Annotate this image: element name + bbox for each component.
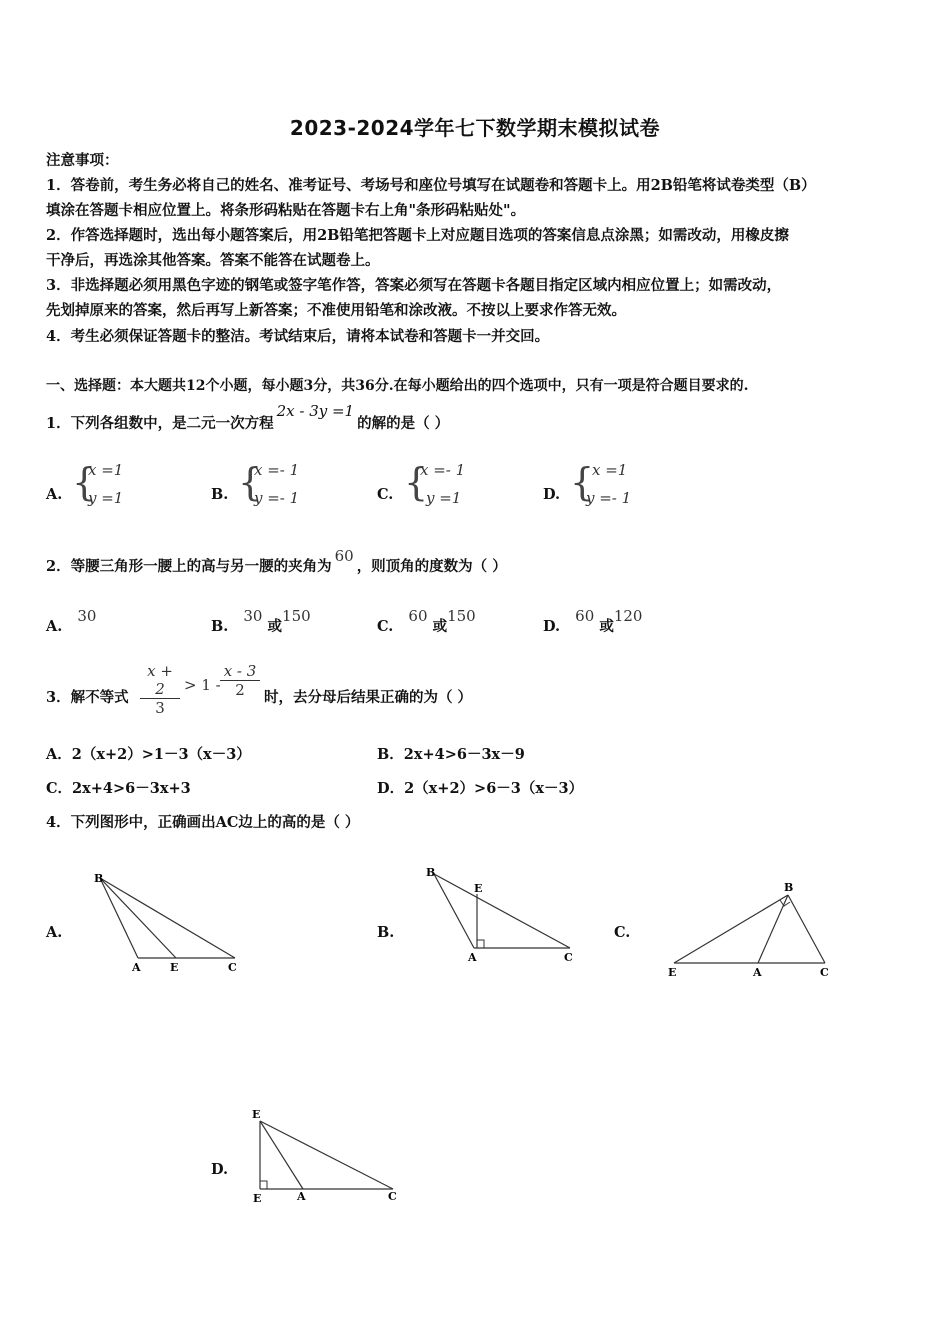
notice-heading: 注意事项： [46, 152, 119, 169]
section-heading: 一、选择题：本大题共12个小题，每小题3分，共36分.在每小题给出的四个选项中，只有一项是符合题目要求的. [46, 378, 749, 394]
brace-icon: { [72, 460, 97, 504]
point-c-label: C [228, 961, 237, 974]
line-bc [788, 895, 825, 963]
line-eb [674, 895, 788, 963]
right-angle-icon [477, 940, 484, 948]
point-a-label: A [297, 1190, 306, 1203]
q4-option-d-label: D. [211, 1161, 229, 1178]
point-c-label: C [388, 1190, 397, 1203]
q3-frac1-denominator: 3 [155, 699, 165, 717]
q2-option-label: B. [211, 618, 229, 635]
figure-b [420, 860, 585, 970]
q2-option [377, 607, 476, 637]
q2-option-a-value: 30 [77, 607, 97, 625]
brace-icon: { [404, 460, 429, 504]
q2-stem-text: 2．等腰三角形一腰上的高与另一腰的夹角为 [46, 558, 332, 575]
q3-frac2-denominator: 2 [235, 681, 245, 699]
line-ba [100, 878, 138, 958]
point-b-label: B [94, 872, 104, 885]
brace-icon: { [570, 460, 595, 504]
q2-option-b-value1: 30 [243, 607, 263, 625]
q2-stem-text-2: ，则顶角的度数为（ ） [356, 558, 507, 575]
notice-line: 1．答卷前，考生务必将自己的姓名、准考证号、考场号和座位号填写在试题卷和答题卡上。用2B铅笔将试卷类型（B） [46, 177, 816, 194]
q2-option-label: C. [377, 618, 394, 635]
q1-option-label: D. [543, 486, 561, 503]
q1-option-d-system [586, 456, 631, 512]
point-c-label: C [564, 951, 573, 964]
q3-option-c: C．2x+4>6－3x+3 [46, 780, 191, 797]
point-e-label: E [474, 882, 483, 895]
point-e-label: E [668, 966, 677, 979]
point-a-label: A [753, 966, 762, 979]
notice-line: 先划掉原来的答案，然后再写上新答案；不准使用铅笔和涂改液。不按以上要求作答无效。 [46, 302, 626, 319]
q1-stem [46, 402, 450, 434]
line-be [100, 878, 176, 958]
q2-option-label: D. [543, 618, 561, 635]
notice-line: 4．考生必须保证答题卡的整洁。考试结束后，请将本试卷和答题卡一并交回。 [46, 328, 550, 345]
q3-fraction-2 [220, 662, 260, 699]
point-b-label: B [426, 866, 436, 879]
q1-option-b-y: y =- 1 [254, 489, 300, 507]
q3-option-a: A．2（x+2）>1－3（x－3） [46, 746, 251, 763]
q1-option-label: A. [46, 486, 63, 503]
q2-option-or: 或 [432, 618, 448, 635]
q4-option-a-label: A. [46, 924, 63, 941]
line-ea [260, 1121, 303, 1189]
point-b-label: B [784, 881, 794, 894]
q3-frac1-numerator: x + 2 [140, 662, 180, 699]
q2-option [211, 607, 311, 637]
q2-option-d-value2: 120 [613, 607, 643, 625]
q3-stem-b: 时，去分母后结果正确的为（ ） [264, 689, 473, 706]
q3-stem-a: 3．解不等式 [46, 689, 129, 706]
q2-angle: 60 [334, 547, 354, 565]
figure-d [245, 1103, 410, 1213]
point-e-bottom-label: E [253, 1192, 262, 1205]
q2-option-c-value2: 150 [447, 607, 476, 625]
q2-option-or: 或 [599, 618, 614, 635]
q3-frac2-numerator: x - 3 [220, 662, 260, 681]
q2-option [543, 607, 643, 637]
point-c-label: C [820, 966, 829, 979]
q2-stem [46, 547, 507, 577]
q1-option-a-y: y =1 [88, 489, 124, 507]
q4-option-c-label: C. [614, 924, 631, 941]
q1-stem-text: 1．下列各组数中，是二元一次方程 [46, 415, 274, 432]
q1-stem-text-2: 的解的是（ ） [357, 415, 450, 432]
q3-fraction-1 [140, 662, 180, 717]
q1-option-label: C. [377, 486, 394, 503]
point-a-label: A [468, 951, 477, 964]
q2-option-d-value1: 60 [575, 607, 595, 625]
q1-option-b-x: x =- 1 [254, 461, 300, 479]
page-title: 2023-2024学年七下数学期末模拟试卷 [289, 116, 661, 140]
q1-option-a-x: x =1 [88, 461, 124, 479]
q3-middle: > 1 - [184, 676, 221, 694]
figure-c [660, 875, 840, 985]
q2-option-label: A. [46, 618, 63, 635]
q4-stem: 4．下列图形中，正确画出AC边上的高的是（ ） [46, 814, 360, 831]
point-a-label: A [132, 961, 141, 974]
right-angle-icon [260, 1181, 267, 1189]
point-e-label: E [170, 961, 179, 974]
q2-option-b-value2: 150 [282, 607, 311, 625]
q1-option-c-system [420, 456, 465, 512]
q3-option-b: B．2x+4>6－3x－9 [377, 746, 525, 763]
q2-option-c-value1: 60 [408, 607, 428, 625]
figure-a [90, 868, 250, 978]
q4-option-b-label: B. [377, 924, 395, 941]
q1-option-label: B. [211, 486, 229, 503]
point-e-top-label: E [252, 1108, 261, 1121]
q1-option-b-system [254, 456, 299, 512]
line-ec [260, 1121, 393, 1189]
q1-option-a-system [88, 456, 123, 512]
notice-line: 3．非选择题必须用黑色字迹的钢笔或签字笔作答，答案必须写在答题卡各题目指定区域内相应位置上；如需改动， [46, 277, 782, 294]
notice-line: 干净后，再选涂其他答案。答案不能答在试题卷上。 [46, 252, 380, 269]
q2-option-or: 或 [267, 618, 283, 635]
q1-option-d-y: y =- 1 [586, 489, 632, 507]
q3-option-d: D．2（x+2）>6－3（x－3） [377, 780, 584, 797]
q1-option-d-x: x =1 [592, 461, 628, 479]
q1-option-c-y: y =1 [426, 489, 462, 507]
brace-icon: { [238, 460, 263, 504]
q1-equation: 2x - 3y =1 [276, 402, 355, 420]
q2-option [46, 607, 97, 637]
notice-line: 填涂在答题卡相应位置上。将条形码粘贴在答题卡右上角"条形码粘贴处"。 [46, 202, 526, 219]
line-bc [100, 878, 235, 958]
q1-option-c-x: x =- 1 [420, 461, 466, 479]
notice-line: 2．作答选择题时，选出每小题答案后，用2B铅笔把答题卡上对应题目选项的答案信息点涂黑；如需改动，用橡皮擦 [46, 227, 789, 244]
